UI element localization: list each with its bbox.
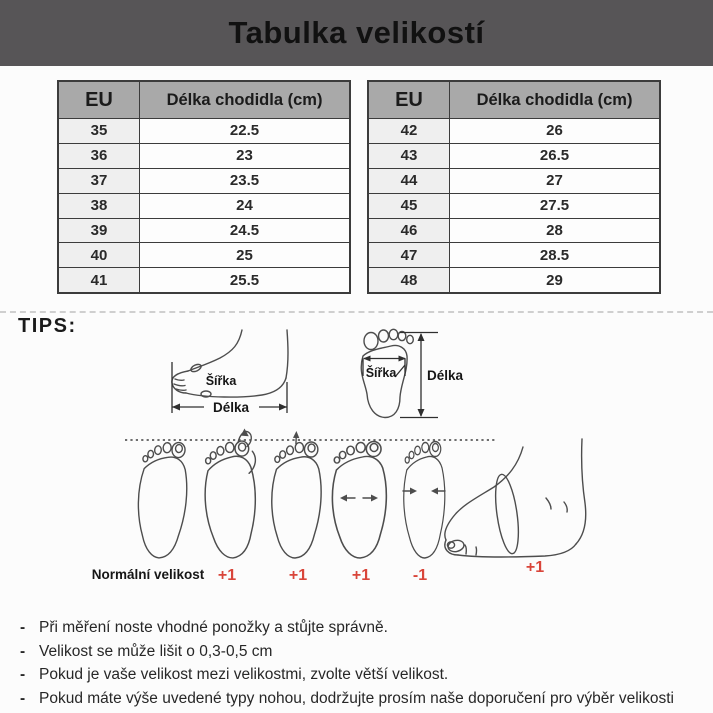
note-item [20, 687, 706, 711]
column-header-eu: EU [368, 81, 450, 119]
side-foot-length-label: Délka [212, 400, 250, 415]
foot-length-cell: 27 [450, 168, 661, 193]
foot-length-cell: 27.5 [450, 193, 661, 218]
table-row [368, 143, 660, 168]
foot-length-cell: 24 [140, 193, 351, 218]
table-row [368, 168, 660, 193]
dash-bullet: - [20, 666, 26, 684]
foot-type-label-plus1: +1 [525, 559, 545, 576]
foot-length-cell: 26.5 [450, 143, 661, 168]
top-foot-length-label: Délka [427, 368, 464, 383]
size-table-right [367, 80, 661, 294]
table-row [58, 243, 350, 268]
table-row [58, 143, 350, 168]
eu-size-cell: 39 [58, 218, 140, 243]
eu-size-cell: 48 [368, 268, 450, 293]
note-text: Při měření noste vhodné ponožky a stůjte správně. [39, 619, 388, 636]
table-row [58, 218, 350, 243]
table-row [368, 268, 660, 293]
column-header-eu: EU [58, 81, 140, 119]
measurement-diagram [0, 310, 713, 610]
table-row [58, 268, 350, 293]
foot-length-cell: 25.5 [140, 268, 351, 293]
foot-type-long-toe-sketch [203, 428, 259, 559]
note-item [20, 640, 706, 664]
table-row [58, 119, 350, 144]
foot-length-cell: 25 [140, 243, 351, 268]
foot-length-cell: 26 [450, 119, 661, 144]
foot-length-cell: 24.5 [140, 218, 351, 243]
table-row [58, 193, 350, 218]
column-header-foot-length: Délka chodidla (cm) [450, 81, 661, 119]
table-row [368, 243, 660, 268]
top-foot-width-label: Šířka [365, 366, 397, 380]
top-foot-sketch [361, 329, 463, 417]
note-text: Pokud máte výše uvedené typy nohou, dodržujte prosím naše doporučení pro výběr velikosti [39, 689, 675, 707]
table-row [368, 119, 660, 144]
foot-type-high-instep-sketch [445, 439, 586, 557]
table-row [368, 218, 660, 243]
tips-heading: TIPS: [18, 315, 77, 337]
eu-size-cell: 35 [58, 119, 140, 144]
note-item [20, 663, 706, 687]
foot-length-cell: 28 [450, 218, 661, 243]
foot-type-label-plus1: +1 [288, 567, 308, 584]
table-row [368, 193, 660, 218]
foot-type-label-plus1: +1 [351, 567, 371, 584]
side-foot-width-label: Šířka [205, 374, 237, 388]
foot-type-narrow-sketch [403, 442, 445, 559]
foot-length-cell: 28.5 [450, 243, 661, 268]
foot-type-label-minus1: -1 [412, 567, 428, 584]
table-row [58, 168, 350, 193]
foot-length-cell: 22.5 [140, 119, 351, 144]
side-foot-sketch [172, 330, 288, 415]
foot-length-cell: 23.5 [140, 168, 351, 193]
foot-type-tall-toes-sketch [270, 430, 324, 559]
header-row [368, 81, 660, 119]
title-bar [0, 0, 713, 66]
column-header-foot-length: Délka chodidla (cm) [140, 81, 351, 119]
size-table-left [57, 80, 351, 294]
dash-bullet: - [20, 642, 26, 660]
eu-size-cell: 46 [368, 218, 450, 243]
eu-size-cell: 37 [58, 168, 140, 193]
eu-size-cell: 45 [368, 193, 450, 218]
note-text: Velikost se může lišit o 0,3-0,5 cm [39, 642, 273, 660]
page-title: Tabulka velikostí [228, 15, 485, 50]
dash-bullet: - [20, 619, 26, 636]
eu-size-cell: 44 [368, 168, 450, 193]
foot-type-label-normal: Normální velikost [91, 567, 205, 582]
eu-size-cell: 47 [368, 243, 450, 268]
notes-list [20, 616, 706, 710]
foot-type-label-plus1: +1 [217, 567, 237, 584]
foot-length-cell: 23 [140, 143, 351, 168]
note-item [20, 616, 706, 640]
foot-type-wide-sketch [332, 442, 386, 559]
header-row [58, 81, 350, 119]
eu-size-cell: 42 [368, 119, 450, 144]
foot-type-normal-sketch [134, 440, 190, 560]
eu-size-cell: 36 [58, 143, 140, 168]
eu-size-cell: 41 [58, 268, 140, 293]
eu-size-cell: 43 [368, 143, 450, 168]
note-text: Pokud je vaše velikost mezi velikostmi, zvolte větší velikost. [39, 666, 449, 684]
eu-size-cell: 38 [58, 193, 140, 218]
foot-length-cell: 29 [450, 268, 661, 293]
eu-size-cell: 40 [58, 243, 140, 268]
dash-bullet: - [20, 689, 26, 707]
